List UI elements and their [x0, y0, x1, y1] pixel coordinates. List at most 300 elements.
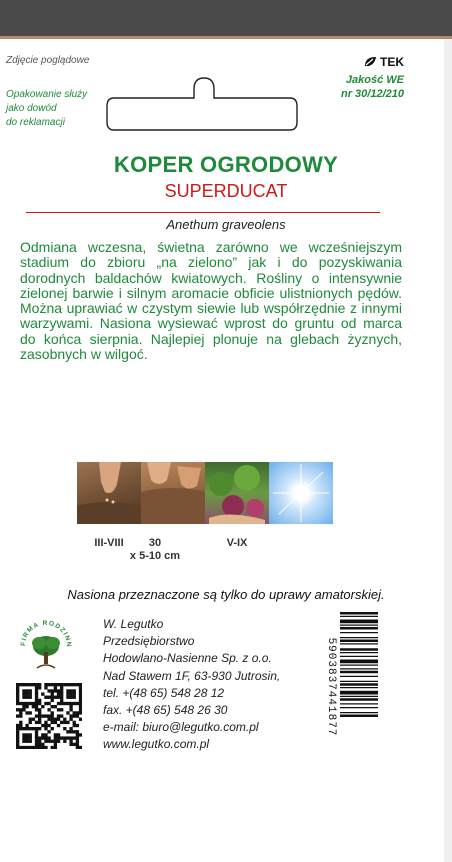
qr-module	[57, 702, 60, 705]
qr-module	[69, 736, 72, 739]
qr-module	[35, 721, 38, 724]
qr-module	[44, 721, 47, 724]
qr-module	[57, 683, 60, 686]
qr-module	[16, 733, 19, 736]
qr-module	[38, 746, 41, 749]
qr-module	[44, 727, 47, 730]
qr-module	[79, 696, 82, 699]
qr-module	[41, 705, 44, 708]
qr-module	[35, 733, 38, 736]
qr-module	[54, 740, 57, 743]
qr-module	[22, 705, 25, 708]
qr-module	[76, 683, 79, 686]
qr-module	[19, 714, 22, 717]
qr-module	[35, 699, 38, 702]
qr-module	[41, 743, 44, 746]
barcode-bar	[340, 640, 378, 643]
qr-module	[22, 696, 25, 699]
qr-module	[38, 708, 41, 711]
barcode-bar	[340, 696, 378, 697]
qr-module	[73, 692, 76, 695]
illustrative-photo-note: Zdjęcie poglądowe	[6, 55, 90, 66]
qr-module	[35, 686, 38, 689]
qr-module	[47, 689, 50, 692]
qr-module	[73, 683, 76, 686]
qr-module	[51, 714, 54, 717]
qr-module	[60, 689, 63, 692]
sun-photo	[269, 462, 333, 524]
qr-module	[57, 724, 60, 727]
harvest-period-label: V-IX	[226, 537, 248, 549]
qr-module	[16, 743, 19, 746]
qr-module	[79, 708, 82, 711]
qr-module	[44, 746, 47, 749]
qr-module	[63, 727, 66, 730]
qr-module	[69, 689, 72, 692]
qr-module	[29, 746, 32, 749]
qr-module	[38, 727, 41, 730]
qr-module	[38, 714, 41, 717]
qr-module	[44, 702, 47, 705]
qr-module	[32, 705, 35, 708]
company-phone: tel. +(48 65) 548 28 12	[103, 685, 225, 700]
qr-module	[25, 705, 28, 708]
qr-module	[54, 718, 57, 721]
qr-module	[16, 724, 19, 727]
qr-module	[76, 743, 79, 746]
qr-module	[38, 740, 41, 743]
qr-module	[79, 699, 82, 702]
qr-module	[22, 692, 25, 695]
barcode-bar	[340, 625, 378, 626]
qr-module	[29, 727, 32, 730]
qr-module	[47, 696, 50, 699]
qr-module	[76, 702, 79, 705]
qr-module	[51, 711, 54, 714]
quality-line-1: Jakość WE	[345, 74, 404, 86]
qr-module	[57, 733, 60, 736]
barcode-bar	[340, 627, 378, 630]
amateur-use-note: Nasiona przeznaczone są tylko do uprawy amatorskiej.	[67, 587, 385, 602]
qr-module	[25, 740, 28, 743]
qr-module	[66, 683, 69, 686]
qr-module	[76, 724, 79, 727]
qr-module	[73, 730, 76, 733]
brand-logo-text: TEK	[380, 55, 404, 69]
qr-module	[32, 702, 35, 705]
qr-module	[35, 705, 38, 708]
qr-module	[29, 736, 32, 739]
qr-module	[69, 696, 72, 699]
qr-module	[29, 683, 32, 686]
barcode-number: 5903837441877	[325, 637, 337, 737]
qr-module	[32, 718, 35, 721]
qr-module	[51, 692, 54, 695]
qr-module	[16, 746, 19, 749]
qr-module	[79, 746, 82, 749]
qr-module	[54, 733, 57, 736]
barcode-bar	[340, 620, 378, 624]
qr-module	[79, 683, 82, 686]
qr-module	[41, 692, 44, 695]
barcode-bar	[340, 668, 378, 669]
barcode-bar	[340, 671, 378, 674]
qr-module	[44, 714, 47, 717]
qr-module	[25, 746, 28, 749]
company-fax: fax. +(48 65) 548 26 30	[103, 703, 228, 718]
qr-module	[35, 689, 38, 692]
company-street: Nad Stawem 1F, 63-930 Jutrosin,	[103, 668, 281, 683]
spacing-row-label: 30	[148, 537, 162, 549]
qr-module	[35, 696, 38, 699]
qr-module	[25, 692, 28, 695]
qr-module	[54, 736, 57, 739]
qr-module	[69, 702, 72, 705]
quality-certificate	[341, 73, 404, 101]
qr-module	[47, 740, 50, 743]
qr-module	[29, 740, 32, 743]
qr-module	[22, 683, 25, 686]
qr-module	[35, 740, 38, 743]
qr-module	[76, 733, 79, 736]
qr-module	[38, 686, 41, 689]
qr-module	[19, 746, 22, 749]
qr-module	[22, 733, 25, 736]
qr-module	[69, 708, 72, 711]
top-bar-edge	[0, 36, 452, 39]
qr-module	[19, 727, 22, 730]
qr-module	[25, 689, 28, 692]
qr-module	[79, 702, 82, 705]
barcode-bar	[340, 648, 378, 651]
qr-code-icon	[16, 683, 82, 749]
qr-module	[35, 708, 38, 711]
product-description: Odmiana wczesna, świetna zarówno we wcześniejszym stadium do zbioru „na zielono” jak i do pozyskiwania dorodnych baldachów kwiatowych. Rośliny o intensywnie zielonej barwie i silnym aromacie obficie ulistnionych pędów. Można uprawiać w czystym siewie lub współrzędnie z innymi warzywami. Nasiona wysiewać wprost do gruntu od marca do końca sierpnia. Najlepiej plonuje na glebach żyznych, zasobnych w wilgoć.	[20, 239, 402, 363]
qr-module	[57, 736, 60, 739]
qr-module	[66, 736, 69, 739]
qr-module	[16, 740, 19, 743]
qr-module	[60, 692, 63, 695]
qr-module	[79, 705, 82, 708]
barcode-bar	[340, 612, 378, 615]
qr-module	[25, 683, 28, 686]
qr-module	[41, 736, 44, 739]
qr-module	[38, 743, 41, 746]
barcode-bar	[340, 691, 378, 695]
qr-module	[51, 683, 54, 686]
qr-module	[66, 692, 69, 695]
qr-module	[63, 721, 66, 724]
qr-module	[29, 702, 32, 705]
barcode-bar	[340, 656, 378, 657]
qr-module	[19, 711, 22, 714]
qr-module	[35, 746, 38, 749]
qr-module	[47, 708, 50, 711]
sowing-period-label: III-VIII	[94, 537, 124, 549]
barcode-bar	[340, 665, 378, 666]
barcode-bar	[340, 616, 378, 617]
qr-module	[25, 733, 28, 736]
qr-module	[19, 708, 22, 711]
vegetables-icon	[205, 462, 269, 524]
barcode-bar	[340, 703, 378, 704]
qr-module	[79, 733, 82, 736]
qr-module	[54, 686, 57, 689]
barcode-bar	[340, 660, 378, 664]
qr-module	[16, 714, 19, 717]
spacing-photo	[141, 462, 205, 524]
qr-module	[54, 696, 57, 699]
qr-module	[41, 724, 44, 727]
barcode-bar	[340, 712, 378, 713]
qr-module	[47, 714, 50, 717]
qr-module	[22, 746, 25, 749]
qr-module	[22, 702, 25, 705]
qr-module	[54, 743, 57, 746]
family-company-stamp	[17, 612, 75, 676]
harvest-photo	[205, 462, 269, 524]
barcode-bar	[340, 698, 378, 701]
complaint-note-line-1: Opakowanie służy	[6, 89, 88, 100]
qr-module	[32, 746, 35, 749]
latin-name: Anethum graveolens	[166, 217, 286, 232]
barcode-bar	[340, 707, 378, 708]
brand-logo	[363, 55, 404, 69]
qr-module	[16, 730, 19, 733]
qr-module	[79, 711, 82, 714]
qr-module	[63, 736, 66, 739]
qr-module	[73, 736, 76, 739]
qr-module	[32, 727, 35, 730]
qr-module	[60, 708, 63, 711]
qr-module	[73, 689, 76, 692]
qr-module	[51, 727, 54, 730]
qr-module	[44, 724, 47, 727]
qr-module	[29, 733, 32, 736]
qr-module	[38, 736, 41, 739]
tree-logo-icon	[17, 612, 75, 676]
sun-icon	[269, 462, 333, 524]
spacing-label	[100, 537, 210, 563]
qr-module	[76, 714, 79, 717]
qr-module	[66, 711, 69, 714]
title-divider	[26, 212, 380, 213]
qr-module	[60, 696, 63, 699]
complaint-note-line-2: jako dowód	[6, 103, 57, 114]
qr-module	[44, 696, 47, 699]
qr-module	[47, 718, 50, 721]
qr-code	[16, 683, 82, 749]
qr-module	[54, 689, 57, 692]
qr-module	[16, 708, 19, 711]
qr-module	[29, 696, 32, 699]
planting-hands-icon	[141, 462, 205, 524]
qr-module	[22, 708, 25, 711]
qr-module	[19, 702, 22, 705]
qr-module	[16, 736, 19, 739]
barcode	[318, 610, 378, 765]
qr-module	[69, 714, 72, 717]
qr-module	[44, 740, 47, 743]
qr-module	[47, 736, 50, 739]
qr-module	[76, 740, 79, 743]
qr-module	[54, 683, 57, 686]
qr-module	[35, 727, 38, 730]
qr-module	[76, 711, 79, 714]
quality-line-2: nr 30/12/210	[341, 88, 404, 100]
qr-module	[60, 699, 63, 702]
sowing-hand-icon	[77, 462, 141, 524]
qr-module	[54, 705, 57, 708]
qr-module	[76, 746, 79, 749]
qr-module	[35, 736, 38, 739]
leaf-logo-icon	[363, 56, 377, 68]
qr-module	[16, 689, 19, 692]
qr-module	[79, 718, 82, 721]
qr-module	[16, 727, 19, 730]
qr-module	[51, 718, 54, 721]
qr-module	[51, 689, 54, 692]
qr-module	[69, 692, 72, 695]
qr-module	[41, 746, 44, 749]
qr-module	[79, 686, 82, 689]
qr-module	[76, 736, 79, 739]
barcode-bar	[340, 637, 378, 638]
qr-module	[63, 740, 66, 743]
qr-module	[19, 724, 22, 727]
qr-module	[16, 686, 19, 689]
qr-module	[35, 683, 38, 686]
qr-module	[44, 683, 47, 686]
top-bar	[0, 0, 452, 38]
spacing-plant-label: x 5-10 cm	[129, 550, 181, 562]
qr-module	[38, 711, 41, 714]
qr-module	[22, 740, 25, 743]
qr-module	[63, 702, 66, 705]
barcode-bar	[340, 683, 378, 686]
qr-module	[54, 746, 57, 749]
qr-module	[41, 733, 44, 736]
qr-module	[16, 683, 19, 686]
complaint-note-line-3: do reklamacji	[6, 117, 65, 128]
qr-module	[60, 686, 63, 689]
qr-module	[38, 718, 41, 721]
qr-module	[25, 702, 28, 705]
qr-module	[35, 730, 38, 733]
company-email: e-mail: biuro@legutko.com.pl	[103, 720, 259, 735]
qr-module	[19, 721, 22, 724]
qr-module	[47, 702, 50, 705]
qr-module	[73, 721, 76, 724]
qr-module	[51, 746, 54, 749]
sowing-photo	[77, 462, 141, 524]
qr-module	[51, 721, 54, 724]
company-website: www.legutko.com.pl	[103, 737, 210, 752]
qr-module	[57, 718, 60, 721]
barcode-bar	[340, 652, 378, 653]
qr-module	[69, 730, 72, 733]
qr-module	[69, 705, 72, 708]
qr-module	[60, 721, 63, 724]
qr-module	[38, 683, 41, 686]
qr-module	[66, 730, 69, 733]
qr-module	[57, 708, 60, 711]
qr-module	[69, 740, 72, 743]
qr-module	[25, 711, 28, 714]
barcode-bar	[340, 715, 378, 718]
variety-name: SUPERDUCAT	[164, 181, 288, 201]
qr-module	[25, 736, 28, 739]
qr-module	[63, 683, 66, 686]
qr-module	[69, 727, 72, 730]
hanger-cutout-outline	[104, 72, 300, 136]
qr-module	[32, 683, 35, 686]
qr-module	[60, 736, 63, 739]
company-line-2: Przedsiębiorstwo	[103, 634, 195, 649]
qr-module	[60, 714, 63, 717]
qr-module	[63, 718, 66, 721]
qr-module	[25, 724, 28, 727]
qr-module	[47, 730, 50, 733]
barcode-bar	[340, 676, 378, 677]
barcode-bar	[340, 643, 378, 644]
qr-module	[29, 721, 32, 724]
product-name: KOPER OGRODOWY	[113, 152, 339, 177]
company-address	[103, 616, 280, 754]
qr-module	[79, 689, 82, 692]
qr-module	[57, 696, 60, 699]
qr-module	[66, 702, 69, 705]
qr-module	[35, 714, 38, 717]
qr-module	[54, 721, 57, 724]
qr-module	[16, 702, 19, 705]
qr-module	[51, 740, 54, 743]
qr-module	[73, 724, 76, 727]
qr-module	[44, 736, 47, 739]
qr-module	[41, 714, 44, 717]
qr-module	[57, 692, 60, 695]
qr-module	[73, 696, 76, 699]
qr-module	[76, 730, 79, 733]
qr-module	[35, 702, 38, 705]
qr-module	[29, 689, 32, 692]
qr-module	[44, 733, 47, 736]
barcode-bar	[340, 681, 378, 682]
qr-module	[60, 683, 63, 686]
qr-module	[35, 692, 38, 695]
qr-module	[22, 736, 25, 739]
qr-module	[47, 683, 50, 686]
qr-module	[66, 696, 69, 699]
qr-module	[51, 705, 54, 708]
barcode-bar	[340, 632, 378, 633]
qr-module	[57, 689, 60, 692]
qr-module	[47, 724, 50, 727]
qr-module	[25, 727, 28, 730]
qr-module	[66, 689, 69, 692]
qr-module	[35, 743, 38, 746]
qr-module	[57, 714, 60, 717]
qr-module	[79, 692, 82, 695]
company-line-3: Hodowlano-Nasienne Sp. z o.o.	[103, 651, 272, 666]
qr-module	[22, 727, 25, 730]
qr-module	[73, 714, 76, 717]
qr-module	[16, 696, 19, 699]
qr-module	[66, 721, 69, 724]
qr-module	[16, 699, 19, 702]
qr-module	[73, 702, 76, 705]
qr-module	[44, 686, 47, 689]
